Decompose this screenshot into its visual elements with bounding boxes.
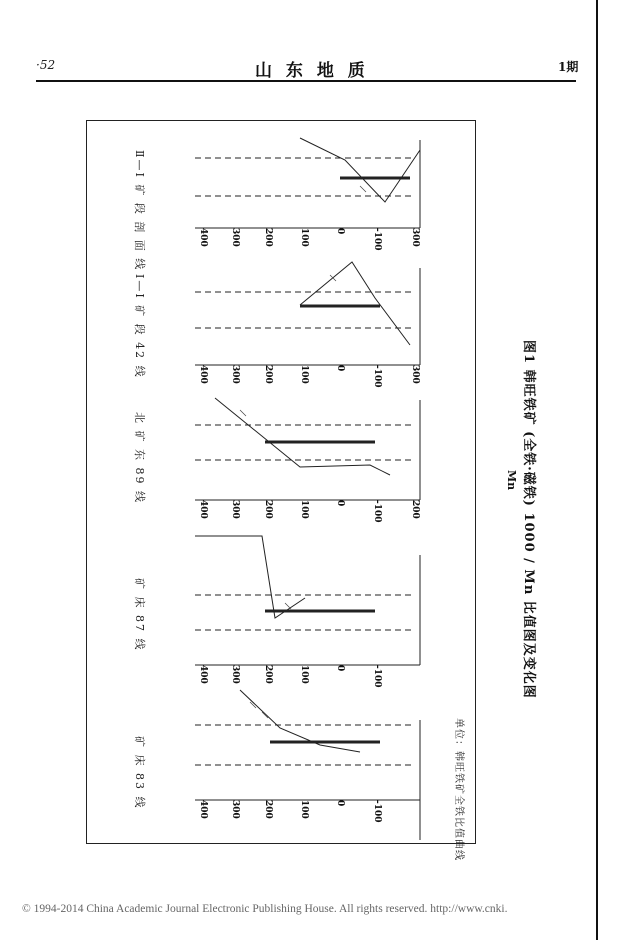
legend-note: 单位：韩旺铁矿全铁比值曲线 xyxy=(453,718,464,861)
panel-3-label: 北 矿 东 89 线 xyxy=(133,412,146,504)
panel-1-tick-1: 300 xyxy=(230,800,240,819)
panel-3-tick-6: 200 xyxy=(410,500,420,519)
panel-1-tick-2: 200 xyxy=(263,800,273,819)
panel-1-tick-0: 400 xyxy=(198,800,208,819)
copyright-footer: © 1994-2014 China Academic Journal Electronic Publishing House. All rights reserved. http://www.cnki. xyxy=(22,903,508,915)
panel-2-tick-3: 100 xyxy=(299,665,309,684)
panel-3-tick-5: -100 xyxy=(372,500,382,523)
panel-3-tick-2: 200 xyxy=(263,500,273,519)
panel-89-profile xyxy=(195,398,420,500)
panel-4-tick-6: 300 xyxy=(410,365,420,384)
panel-2-tick-1: 300 xyxy=(230,665,240,684)
panel-5-tick-5: -100 xyxy=(372,228,382,251)
panel-2-tick-5: -100 xyxy=(372,665,382,688)
panel-5-tick-6: 300 xyxy=(410,228,420,247)
panel-4-tick-4: 0 xyxy=(335,365,345,372)
page-number: ·52 xyxy=(36,58,56,72)
panel-3-tick-4: 0 xyxy=(335,500,345,507)
panel-4-label: Ⅰ—Ⅰ 矿 段 42 线 xyxy=(133,274,146,379)
panel-1-tick-4: 0 xyxy=(335,800,345,807)
panel-1-label: 矿 床 83 线 xyxy=(133,736,146,810)
panel-3-tick-0: 400 xyxy=(198,500,208,519)
panel-5-tick-3: 100 xyxy=(299,228,309,247)
panel-2-label: 矿 床 87 线 xyxy=(133,578,146,652)
journal-title: 山 东 地 质 xyxy=(255,61,369,81)
formula-denominator: Mn xyxy=(505,470,518,491)
panel-4-tick-2: 200 xyxy=(263,365,273,384)
panel-42-profile xyxy=(195,262,420,365)
panel-4-tick-0: 400 xyxy=(198,365,208,384)
panel-2-tick-4: 0 xyxy=(335,665,345,672)
panel-1-tick-3: 100 xyxy=(299,800,309,819)
panel-5-tick-2: 200 xyxy=(263,228,273,247)
figure-caption: 图1 韩旺铁矿 (全铁·磁铁) 1000 / Mn 比值图及变化图 xyxy=(521,340,536,699)
panel-5-tick-4: 0 xyxy=(335,228,345,235)
panel-1-tick-5: -100 xyxy=(372,800,382,823)
panel-5-label: Ⅱ—Ⅰ 矿 段 剖 面 线 xyxy=(133,150,146,272)
panel-5-tick-0: 400 xyxy=(198,228,208,247)
panel-3-tick-1: 300 xyxy=(230,500,240,519)
panel-2-tick-2: 200 xyxy=(263,665,273,684)
panel-4-tick-3: 100 xyxy=(299,365,309,384)
panel-3-tick-3: 100 xyxy=(299,500,309,519)
panel-4-tick-5: -100 xyxy=(372,365,382,388)
panel-5-tick-1: 300 xyxy=(230,228,240,247)
panel-2-tick-0: 400 xyxy=(198,665,208,684)
panel-87-profile xyxy=(195,536,420,665)
panel-4-tick-1: 300 xyxy=(230,365,240,384)
issue-mark: 1期 xyxy=(558,60,579,74)
panel-section-profile xyxy=(195,138,420,228)
